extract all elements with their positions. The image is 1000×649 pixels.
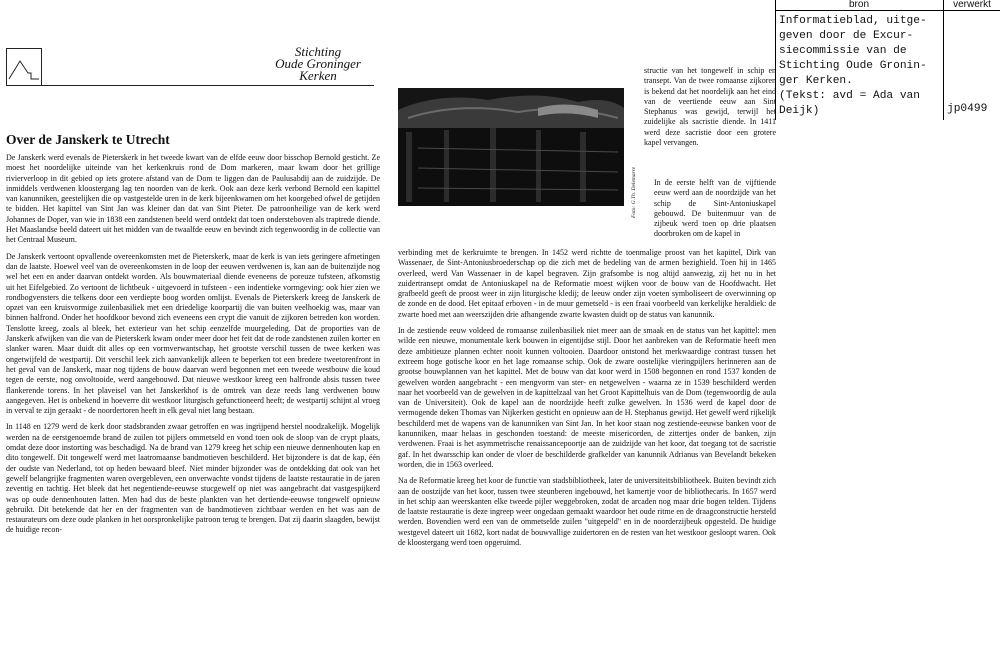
org-name-line: Kerken <box>299 68 337 83</box>
verwerkt-column-header: verwerkt <box>944 0 1000 11</box>
paragraph: In de eerste helft van de vijftiende eeuw werd aan de noordzijde van het schip de Sint-Antoniuskapel gebouwd. De buitenmuur van de zijbeuk werd toen op drie plaatsen doorbroken om de kapel in <box>654 178 776 239</box>
article-column-right <box>398 248 776 554</box>
church-interior-image <box>398 88 624 206</box>
paragraph: De Janskerk werd evenals de Pieterskerk in het tweede kwart van de elfde eeuw door bisschop Bernold gesticht. Ze moest het noordelijke uiteinde van het kerkenkruis rond de Dom markeren, maar kwam door het grillige rivierverloop in dit gebied op iets grotere afstand van de Dom te liggen dan de Paulusabdij aan de zuidzijde. De inmiddels verdwenen kloostergang lag ten noorden van de kerk. Ook aan deze kerk verbond Bernold een kapittel van kanunniken, geestelijken die op vastgestelde uren in de kerk bijeenkwamen om het koorgebed ofwel de getijden te bidden. Het kapittel van Sint Jan was kleiner dan dat van Sint Pieter. De patroonheilige van de kerk werd Johannes de Doper, van wie in 1838 een zandstenen beeld werd ontdekt dat toen ondersteboven als traptrede diende. Het Maaslandse beeld dateert uit het midden van de twaalfde eeuw en bevindt zich tegenwoordig in de collectie van het Centraal Museum. <box>6 153 380 245</box>
bron-text: Informatieblad, uitge- geven door de Excur- siecommissie van de Stichting Oude Gronin- ger Kerken. (Tekst: avd = Ada van Deijk) <box>779 15 927 117</box>
source-record-table <box>775 0 1000 120</box>
org-name-line: Oude Groninger <box>275 56 361 71</box>
paragraph: De Janskerk vertoont opvallende overeenkomsten met de Pieterskerk, maar de kerk is van iets geringere afmetingen dan de laatste. Hoewel veel van de overeenkomsten in de loop der eeuwen verdwenen is, kan aan de buitenzijde nog wel het een en ander daarvan ontdekt worden. Als bouwmateriaal diende eveneens de poreuze tufsteen, afkomstig uit het Eifelgebied. Zo vertoont de lichtbeuk - uitgevoerd in tufsteen - een indentieke vormgeving: ook hier zien we rondbogvensters die telkens door een verdiepte boog worden omlijst. Evenals de Pieterskerk kreeg de Janskerk de opzet van een kruisvormige zuilenbasiliek met een driedelige koorpartij die van buiten veelhoekig was, maar van binnen halfrond. Onder het hoofdkoor bevond zich eveneens een crypt die vanuit de zijkoren betreden kon worden. Tenslotte kreeg, zoals al bleek, het exterieur van het schip eenzelfde muurgeleding. Dat de proporties van de Janskerk afwijken van die van de Pieterskerk kwam onder meer door het feit dat de rode zandstenen zuilen korter en slanker waren. Maar duidt dit alles op een vormverwantschap, het grootste verschil tussen de twee kerken was ongetwijfeld de westpartij. Dit verschil leek zich aanvankelijk alleen te beperken tot een bredere tweetorenfront in het geval van de Janskerk, maar nog tijdens de bouw daarvan werd begonnen met een tweede westbouw die koud tegen de eerste, nog onvoltooide, werd aangebouwd. Dat nieuwe westkoor kreeg een halfronde absis tussen twee flankerende torens. In het plaveisel van het Janskerkhof is de omtrek van deze reeds lang verdwenen bouw aangegeven. Het is onbekend in hoeverre dit westkoor liturgisch gefunctioneerd heeft; de westpartij schijnt al vroeg in verval te zijn geraakt - de noordertoren heeft in elk geval niet lang bestaan. <box>6 251 380 416</box>
header-rule <box>6 85 374 86</box>
photo-credit: Foto: G.Th. Delemarre <box>631 166 637 218</box>
paragraph: In de zestiende eeuw voldeed de romaanse zuilenbasiliek niet meer aan de smaak en de status van het kapittel: men wilde een nieuwe, monumentale kerk bouwen in eigentijdse stijl. Door het aanbreken van de Reformatie heeft men deze ambitieuze plannen echter nooit kunnen voltooien. Daardoor ontstond het merkwaardige contrast tussen het extreem hoge gotische koor en het lage romaanse schip. Ook de zware oostelijke vieringpijlers herinneren aan de grootse bouwplannen van het kapittel. Met de bouw van dat koor werd in 1508 begonnen en rond 1537 konden de gewelven worden aangebracht - een mengvorm van ster- en netgewelven - waarna ze in 1539 beschilderd werden naar het voorbeeld van de gewelven in de kapittelzaal van het Groot Kapittelhuis van de Dom (tegenwoordig de aula van de Universiteit). Ook de kapel aan de noordzijde heeft zulke gewelven. In 1536 werd de kapel door de vermogende deken Thomas van Nijkerken gesticht en opnieuw aan de H. Stephanus gewijd. Het gewelf werd rijkelijk beschilderd met de wapens van de kanunniken van Sint Jan. In het koor staan nog zestiende-eeuwse banken voor de kanunniken, maar helaas in geschonden toestand: de meeste misericorden, de zittertjes onder de banken, zijn verdwenen. Fraai is het asymmetrische renaissancepoortje aan de zuidzijde van het koor, dat toegang tot de sacristie gaf. In het dwarsschip kan onder de vloer de beschilderde grafkelder van kanunnik Adrianus van Bevelandt bekeken worden, die in 1563 overleed. <box>398 326 776 469</box>
paragraph: In 1148 en 1279 werd de kerk door stadsbranden zwaar getroffen en was ingrijpend herstel noodzakelijk. Mogelijk werden na de eerstgenoemde brand de zuilen tot pijlers ommetseld en vond toen ook de sloop van de crypt plaats, omdat deze door instorting was beschadigd. Na de brand van 1279 kreeg het schip een nieuwe dennenhouten kap en dito tongewelf. Dit tongewelf werd met laatromaanse bandmotieven beschilderd. Het bijzondere is dat de kap, één der oudste van Nederland, tot op heden bewaard bleef. Niet minder bijzonder was de ontdekking dat ook van het gewelf belangrijke fragmenten waren overgebleven, een onverwachte vondst tijdens de laatste restauratie in de jaren zeventig en tachtig. Het bleek dat het negentiende-eeuwse stucgewelf op niet was aangebracht dat vastgespijkerd was op oude dennenhouten latten. Men had dus de beste plankten van het dertiende-eeuwse tongewelf opnieuw gebruikt. Dit betekende dat her en der fragmenten van de bandmotieven zichtbaar werden en het was aan de restaurateurs om deze oude planken in het oorspronkelijke patroon terug te brengen. Dat zij daarin slaagden, bewijst de huidige recon- <box>6 422 380 535</box>
verwerkt-code: jp0499 <box>947 103 988 115</box>
paragraph: structie van het tongewelf in schip en transept. Van de twee romaanse zijkoren is bekend dat het noordelijk aan het eind van de veertiende eeuw aan Sint Stephanus was gewijd, terwijl het zuidelijke als sacristie diende. In 1411 werd deze sacristie door een grotere kapel vervangen. <box>644 66 776 148</box>
article-column-right-top <box>644 66 776 154</box>
paragraph: verbinding met de kerkruimte te brengen. In 1452 werd richtte de toenmalige proost van het kapittel, Dirk van Wassenaer, de Sint-Antoniusbroederschap op die zich met de bedeling van de armen bezighield. Toen hij in 1465 overleed, werd Van Wassenaer in de kapel begraven. Zijn grafsombe is nog altijd aanwezig, zij het nu in het zuidertransept omdat de Antoniuskapel na de Reformatie moest wijken voor de bouw van de Hoofdwacht. Het grafbeeld geeft de proost weer in zijn liturgische kledij; de leeuw onder zijn voeten symboliseert de overwinning op de zonde en de dood. Het epitaaf erboven - in de muur gemetseld - is een fraai voorbeeld van kerkelijke heraldiek: de zwarte hoed met aan weerszijden drie afhangende zwarte kwasten duidt op de status van kanunnik. <box>398 248 776 319</box>
article-title: Over de Janskerk te Utrecht <box>6 132 170 147</box>
church-photo <box>398 88 624 206</box>
table-divider <box>943 0 944 120</box>
bron-column-header: bron <box>775 0 943 11</box>
organization-name <box>268 46 368 82</box>
organization-logo <box>6 48 42 86</box>
org-name-line: Stichting <box>294 44 342 59</box>
paragraph: Na de Reformatie kreeg het koor de functie van stadsbibliotheek, later de universiteitsbibliotheek. Buiten bevindt zich aan de oostzijde van het koor, tussen twee steunberen ingebouwd, het kamertje voor de bibliothecaris. In 1657 werd in het schip aan weerskanten elke tweede pijler weggebroken, zodat de arcaden nog maar drie bogen telden. Tijdens de laatste restauratie is deze ingreep weer ongedaan gemaakt waardoor het oude ritme en de draagconstructie hersteld werden. Bovendien werd een van de ommetselde zuilen "uitgepeld" en in de noorderzijbeuk opgesteld. De huidige westgevel dateert uit 1682, kort nadat de bouwvallige zuidertoren en de resten van het westkoor gesloopt waren. Ook de kloostergang werd toen opgeruimd. <box>398 476 776 548</box>
article-column-left <box>6 153 380 542</box>
church-roof-icon <box>7 49 41 85</box>
article-column-right-mid <box>654 178 776 246</box>
